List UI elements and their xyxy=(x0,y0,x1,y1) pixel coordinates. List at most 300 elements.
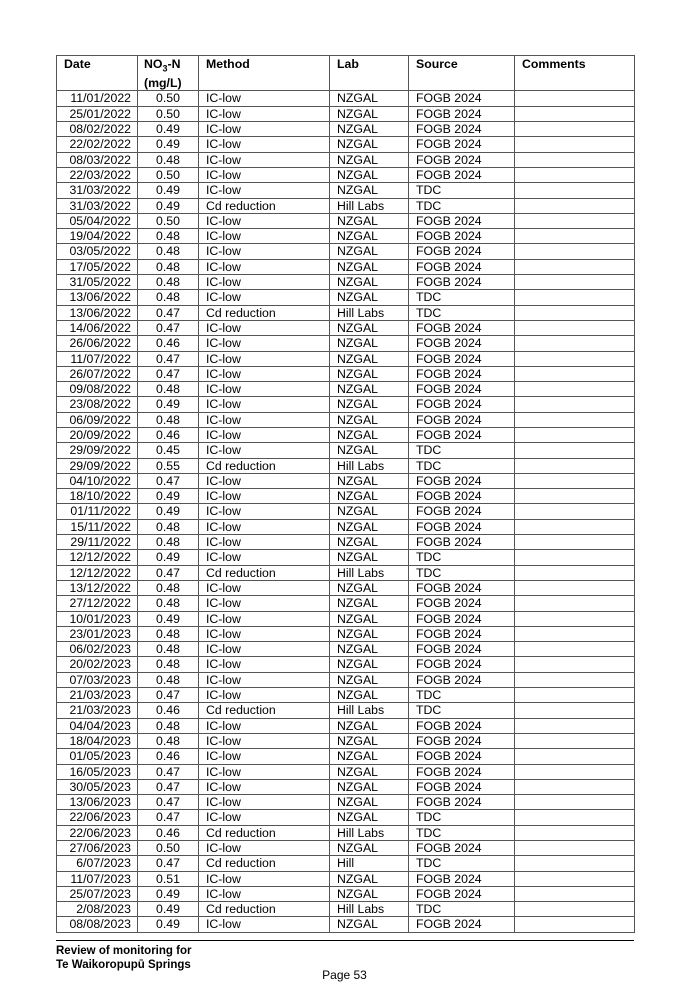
cell-method: IC-low xyxy=(199,642,330,657)
cell-no3n-value: 0.49 xyxy=(138,198,199,213)
cell-source: FOGB 2024 xyxy=(409,841,515,856)
table-row xyxy=(57,841,635,856)
cell-date: 08/08/2023 xyxy=(57,917,138,932)
cell-method: IC-low xyxy=(199,122,330,137)
cell-source: FOGB 2024 xyxy=(409,657,515,672)
cell-date: 09/08/2022 xyxy=(57,382,138,397)
cell-source: TDC xyxy=(409,825,515,840)
table-row xyxy=(57,856,635,871)
cell-comments xyxy=(515,626,635,641)
cell-method: IC-low xyxy=(199,504,330,519)
table-row xyxy=(57,305,635,320)
cell-source: FOGB 2024 xyxy=(409,167,515,182)
table-row xyxy=(57,122,635,137)
cell-comments xyxy=(515,779,635,794)
cell-date: 11/01/2022 xyxy=(57,91,138,106)
cell-no3n-value: 0.50 xyxy=(138,91,199,106)
table-row xyxy=(57,580,635,595)
cell-lab: NZGAL xyxy=(330,290,409,305)
cell-method: IC-low xyxy=(199,167,330,182)
cell-method: IC-low xyxy=(199,580,330,595)
cell-source: TDC xyxy=(409,305,515,320)
cell-lab: NZGAL xyxy=(330,580,409,595)
cell-no3n-value: 0.46 xyxy=(138,336,199,351)
cell-source: FOGB 2024 xyxy=(409,229,515,244)
cell-comments xyxy=(515,657,635,672)
cell-no3n-value: 0.49 xyxy=(138,550,199,565)
cell-lab: NZGAL xyxy=(330,749,409,764)
cell-comments xyxy=(515,886,635,901)
cell-no3n-value: 0.47 xyxy=(138,856,199,871)
cell-comments xyxy=(515,841,635,856)
cell-lab: NZGAL xyxy=(330,366,409,381)
cell-lab: NZGAL xyxy=(330,596,409,611)
cell-method: IC-low xyxy=(199,718,330,733)
cell-comments xyxy=(515,749,635,764)
cell-no3n-value: 0.55 xyxy=(138,458,199,473)
header-no3n xyxy=(138,56,199,91)
cell-lab: NZGAL xyxy=(330,351,409,366)
cell-method: IC-low xyxy=(199,183,330,198)
cell-no3n-value: 0.47 xyxy=(138,795,199,810)
cell-method: IC-low xyxy=(199,290,330,305)
cell-no3n-value: 0.48 xyxy=(138,382,199,397)
cell-no3n-value: 0.49 xyxy=(138,397,199,412)
table-row xyxy=(57,642,635,657)
cell-source: TDC xyxy=(409,198,515,213)
cell-source: FOGB 2024 xyxy=(409,427,515,442)
cell-method: IC-low xyxy=(199,259,330,274)
cell-source: FOGB 2024 xyxy=(409,871,515,886)
cell-source: FOGB 2024 xyxy=(409,626,515,641)
cell-source: FOGB 2024 xyxy=(409,504,515,519)
cell-lab: NZGAL xyxy=(330,106,409,121)
table-row xyxy=(57,871,635,886)
cell-date: 04/04/2023 xyxy=(57,718,138,733)
cell-date: 08/02/2022 xyxy=(57,122,138,137)
cell-no3n-value: 0.49 xyxy=(138,183,199,198)
cell-lab: NZGAL xyxy=(330,122,409,137)
cell-lab: Hill Labs xyxy=(330,305,409,320)
cell-no3n-value: 0.46 xyxy=(138,703,199,718)
cell-method: Cd reduction xyxy=(199,703,330,718)
table-row xyxy=(57,825,635,840)
cell-comments xyxy=(515,917,635,932)
cell-date: 22/06/2023 xyxy=(57,810,138,825)
cell-date: 21/03/2023 xyxy=(57,688,138,703)
cell-method: IC-low xyxy=(199,764,330,779)
cell-comments xyxy=(515,473,635,488)
cell-date: 08/03/2022 xyxy=(57,152,138,167)
cell-date: 19/04/2022 xyxy=(57,229,138,244)
cell-lab: NZGAL xyxy=(330,672,409,687)
cell-lab: NZGAL xyxy=(330,718,409,733)
cell-lab: Hill Labs xyxy=(330,703,409,718)
cell-no3n-value: 0.48 xyxy=(138,412,199,427)
cell-date: 17/05/2022 xyxy=(57,259,138,274)
cell-method: IC-low xyxy=(199,489,330,504)
cell-comments xyxy=(515,535,635,550)
table-row xyxy=(57,688,635,703)
cell-comments xyxy=(515,795,635,810)
table-row xyxy=(57,213,635,228)
cell-comments xyxy=(515,412,635,427)
cell-date: 03/05/2022 xyxy=(57,244,138,259)
cell-no3n-value: 0.48 xyxy=(138,152,199,167)
cell-no3n-value: 0.48 xyxy=(138,275,199,290)
cell-no3n-value: 0.48 xyxy=(138,596,199,611)
cell-method: IC-low xyxy=(199,412,330,427)
cell-comments xyxy=(515,642,635,657)
cell-method: IC-low xyxy=(199,275,330,290)
cell-source: TDC xyxy=(409,290,515,305)
cell-date: 22/06/2023 xyxy=(57,825,138,840)
cell-lab: NZGAL xyxy=(330,626,409,641)
table-row xyxy=(57,412,635,427)
cell-comments xyxy=(515,122,635,137)
cell-lab: NZGAL xyxy=(330,917,409,932)
cell-no3n-value: 0.48 xyxy=(138,244,199,259)
cell-no3n-value: 0.48 xyxy=(138,657,199,672)
cell-method: IC-low xyxy=(199,749,330,764)
cell-date: 29/11/2022 xyxy=(57,535,138,550)
cell-comments xyxy=(515,519,635,534)
cell-lab: Hill Labs xyxy=(330,825,409,840)
table-row xyxy=(57,382,635,397)
cell-no3n-value: 0.47 xyxy=(138,366,199,381)
table-row xyxy=(57,366,635,381)
cell-comments xyxy=(515,550,635,565)
table-row xyxy=(57,779,635,794)
cell-date: 27/06/2023 xyxy=(57,841,138,856)
cell-date: 13/06/2023 xyxy=(57,795,138,810)
cell-no3n-value: 0.46 xyxy=(138,749,199,764)
cell-method: IC-low xyxy=(199,917,330,932)
cell-date: 2/08/2023 xyxy=(57,902,138,917)
cell-method: IC-low xyxy=(199,841,330,856)
cell-date: 06/02/2023 xyxy=(57,642,138,657)
cell-no3n-value: 0.49 xyxy=(138,917,199,932)
cell-date: 10/01/2023 xyxy=(57,611,138,626)
cell-no3n-value: 0.47 xyxy=(138,320,199,335)
footer-title-line-2: Te Waikoropupū Springs xyxy=(56,959,191,971)
cell-lab: Hill Labs xyxy=(330,565,409,580)
cell-lab: NZGAL xyxy=(330,611,409,626)
cell-method: Cd reduction xyxy=(199,825,330,840)
cell-method: Cd reduction xyxy=(199,198,330,213)
footer-title-line-1: Review of monitoring for xyxy=(56,945,192,957)
table-row xyxy=(57,397,635,412)
cell-method: IC-low xyxy=(199,244,330,259)
cell-comments xyxy=(515,167,635,182)
cell-date: 23/08/2022 xyxy=(57,397,138,412)
cell-date: 26/06/2022 xyxy=(57,336,138,351)
cell-lab: NZGAL xyxy=(330,427,409,442)
cell-no3n-value: 0.46 xyxy=(138,825,199,840)
cell-source: FOGB 2024 xyxy=(409,489,515,504)
cell-lab: NZGAL xyxy=(330,443,409,458)
cell-comments xyxy=(515,504,635,519)
cell-method: IC-low xyxy=(199,152,330,167)
cell-no3n-value: 0.49 xyxy=(138,902,199,917)
header-comments: Comments xyxy=(515,56,635,91)
cell-method: IC-low xyxy=(199,427,330,442)
table-row xyxy=(57,473,635,488)
cell-date: 20/09/2022 xyxy=(57,427,138,442)
cell-comments xyxy=(515,198,635,213)
cell-source: TDC xyxy=(409,688,515,703)
cell-comments xyxy=(515,443,635,458)
cell-source: FOGB 2024 xyxy=(409,106,515,121)
footer-divider xyxy=(56,940,634,941)
cell-comments xyxy=(515,305,635,320)
cell-comments xyxy=(515,244,635,259)
table-row xyxy=(57,886,635,901)
table-row xyxy=(57,443,635,458)
cell-no3n-value: 0.48 xyxy=(138,580,199,595)
table-row xyxy=(57,504,635,519)
cell-comments xyxy=(515,596,635,611)
cell-method: IC-low xyxy=(199,106,330,121)
cell-no3n-value: 0.47 xyxy=(138,764,199,779)
cell-no3n-value: 0.50 xyxy=(138,841,199,856)
cell-date: 21/03/2023 xyxy=(57,703,138,718)
page-number: Page 53 xyxy=(322,968,367,982)
cell-comments xyxy=(515,336,635,351)
cell-lab: NZGAL xyxy=(330,167,409,182)
cell-method: IC-low xyxy=(199,91,330,106)
table-header xyxy=(57,56,635,91)
cell-lab: NZGAL xyxy=(330,657,409,672)
cell-lab: NZGAL xyxy=(330,412,409,427)
cell-lab: NZGAL xyxy=(330,91,409,106)
cell-method: IC-low xyxy=(199,519,330,534)
cell-lab: NZGAL xyxy=(330,382,409,397)
cell-date: 14/06/2022 xyxy=(57,320,138,335)
cell-no3n-value: 0.47 xyxy=(138,305,199,320)
cell-no3n-value: 0.48 xyxy=(138,290,199,305)
cell-no3n-value: 0.49 xyxy=(138,611,199,626)
table-row xyxy=(57,275,635,290)
cell-date: 01/11/2022 xyxy=(57,504,138,519)
cell-method: IC-low xyxy=(199,443,330,458)
cell-date: 25/07/2023 xyxy=(57,886,138,901)
table-body xyxy=(57,91,635,932)
cell-lab: NZGAL xyxy=(330,810,409,825)
cell-source: FOGB 2024 xyxy=(409,275,515,290)
cell-lab: NZGAL xyxy=(330,535,409,550)
table-row xyxy=(57,764,635,779)
cell-method: IC-low xyxy=(199,779,330,794)
cell-date: 12/12/2022 xyxy=(57,550,138,565)
cell-method: IC-low xyxy=(199,657,330,672)
cell-lab: NZGAL xyxy=(330,137,409,152)
cell-no3n-value: 0.48 xyxy=(138,229,199,244)
cell-comments xyxy=(515,397,635,412)
cell-lab: NZGAL xyxy=(330,275,409,290)
cell-source: FOGB 2024 xyxy=(409,397,515,412)
cell-lab: NZGAL xyxy=(330,688,409,703)
cell-comments xyxy=(515,825,635,840)
cell-source: TDC xyxy=(409,810,515,825)
cell-lab: NZGAL xyxy=(330,320,409,335)
table-row xyxy=(57,596,635,611)
cell-no3n-value: 0.46 xyxy=(138,427,199,442)
cell-date: 04/10/2022 xyxy=(57,473,138,488)
cell-source: TDC xyxy=(409,856,515,871)
cell-date: 01/05/2023 xyxy=(57,749,138,764)
cell-method: IC-low xyxy=(199,810,330,825)
header-source: Source xyxy=(409,56,515,91)
cell-method: IC-low xyxy=(199,320,330,335)
cell-comments xyxy=(515,382,635,397)
cell-source: TDC xyxy=(409,902,515,917)
table-row xyxy=(57,749,635,764)
table-row xyxy=(57,810,635,825)
header-no3-main: NO xyxy=(144,57,163,71)
cell-no3n-value: 0.47 xyxy=(138,565,199,580)
cell-date: 12/12/2022 xyxy=(57,565,138,580)
cell-date: 18/10/2022 xyxy=(57,489,138,504)
cell-source: FOGB 2024 xyxy=(409,795,515,810)
cell-date: 13/06/2022 xyxy=(57,290,138,305)
cell-comments xyxy=(515,611,635,626)
cell-source: FOGB 2024 xyxy=(409,320,515,335)
cell-comments xyxy=(515,290,635,305)
cell-lab: NZGAL xyxy=(330,550,409,565)
cell-lab: NZGAL xyxy=(330,871,409,886)
table-row xyxy=(57,290,635,305)
cell-no3n-value: 0.47 xyxy=(138,351,199,366)
table-row xyxy=(57,229,635,244)
cell-no3n-value: 0.49 xyxy=(138,122,199,137)
cell-comments xyxy=(515,856,635,871)
cell-no3n-value: 0.51 xyxy=(138,871,199,886)
cell-source: FOGB 2024 xyxy=(409,336,515,351)
table-row xyxy=(57,795,635,810)
cell-date: 11/07/2023 xyxy=(57,871,138,886)
table-row xyxy=(57,259,635,274)
cell-lab: NZGAL xyxy=(330,229,409,244)
header-no3-unit: (mg/L) xyxy=(144,75,182,90)
cell-comments xyxy=(515,672,635,687)
table-row xyxy=(57,733,635,748)
cell-date: 15/11/2022 xyxy=(57,519,138,534)
cell-source: FOGB 2024 xyxy=(409,152,515,167)
cell-comments xyxy=(515,106,635,121)
cell-lab: NZGAL xyxy=(330,213,409,228)
table-row xyxy=(57,137,635,152)
cell-source: FOGB 2024 xyxy=(409,259,515,274)
cell-method: IC-low xyxy=(199,397,330,412)
cell-method: IC-low xyxy=(199,535,330,550)
cell-source: FOGB 2024 xyxy=(409,672,515,687)
cell-no3n-value: 0.45 xyxy=(138,443,199,458)
table-row xyxy=(57,152,635,167)
table-row xyxy=(57,198,635,213)
cell-method: IC-low xyxy=(199,733,330,748)
cell-lab: NZGAL xyxy=(330,336,409,351)
cell-method: IC-low xyxy=(199,886,330,901)
cell-lab: NZGAL xyxy=(330,519,409,534)
cell-date: 25/01/2022 xyxy=(57,106,138,121)
header-row xyxy=(57,56,635,91)
cell-no3n-value: 0.48 xyxy=(138,718,199,733)
cell-source: FOGB 2024 xyxy=(409,642,515,657)
cell-lab: Hill xyxy=(330,856,409,871)
table-row xyxy=(57,351,635,366)
cell-comments xyxy=(515,91,635,106)
cell-comments xyxy=(515,259,635,274)
cell-comments xyxy=(515,351,635,366)
cell-no3n-value: 0.50 xyxy=(138,167,199,182)
header-lab: Lab xyxy=(330,56,409,91)
cell-source: FOGB 2024 xyxy=(409,611,515,626)
cell-date: 26/07/2022 xyxy=(57,366,138,381)
cell-date: 22/03/2022 xyxy=(57,167,138,182)
table-row xyxy=(57,183,635,198)
cell-no3n-value: 0.47 xyxy=(138,473,199,488)
cell-lab: Hill Labs xyxy=(330,902,409,917)
cell-source: FOGB 2024 xyxy=(409,596,515,611)
cell-lab: NZGAL xyxy=(330,473,409,488)
cell-no3n-value: 0.47 xyxy=(138,810,199,825)
cell-date: 6/07/2023 xyxy=(57,856,138,871)
cell-comments xyxy=(515,427,635,442)
cell-source: TDC xyxy=(409,443,515,458)
cell-no3n-value: 0.49 xyxy=(138,886,199,901)
cell-lab: NZGAL xyxy=(330,886,409,901)
table-row xyxy=(57,458,635,473)
table-row xyxy=(57,167,635,182)
cell-lab: NZGAL xyxy=(330,779,409,794)
cell-date: 05/04/2022 xyxy=(57,213,138,228)
cell-no3n-value: 0.47 xyxy=(138,779,199,794)
cell-comments xyxy=(515,152,635,167)
cell-date: 29/09/2022 xyxy=(57,443,138,458)
cell-source: FOGB 2024 xyxy=(409,764,515,779)
cell-date: 18/04/2023 xyxy=(57,733,138,748)
cell-no3n-value: 0.48 xyxy=(138,626,199,641)
cell-comments xyxy=(515,871,635,886)
cell-date: 31/05/2022 xyxy=(57,275,138,290)
cell-lab: NZGAL xyxy=(330,259,409,274)
cell-method: IC-low xyxy=(199,795,330,810)
cell-date: 29/09/2022 xyxy=(57,458,138,473)
cell-date: 22/02/2022 xyxy=(57,137,138,152)
table-row xyxy=(57,626,635,641)
table-row xyxy=(57,320,635,335)
cell-lab: NZGAL xyxy=(330,244,409,259)
cell-lab: NZGAL xyxy=(330,795,409,810)
cell-no3n-value: 0.48 xyxy=(138,642,199,657)
cell-date: 13/12/2022 xyxy=(57,580,138,595)
cell-source: TDC xyxy=(409,703,515,718)
cell-lab: NZGAL xyxy=(330,397,409,412)
cell-lab: Hill Labs xyxy=(330,458,409,473)
cell-source: FOGB 2024 xyxy=(409,122,515,137)
cell-source: TDC xyxy=(409,550,515,565)
cell-date: 20/02/2023 xyxy=(57,657,138,672)
cell-source: FOGB 2024 xyxy=(409,351,515,366)
cell-comments xyxy=(515,137,635,152)
cell-method: Cd reduction xyxy=(199,305,330,320)
cell-date: 27/12/2022 xyxy=(57,596,138,611)
header-date: Date xyxy=(57,56,138,91)
cell-comments xyxy=(515,764,635,779)
cell-method: IC-low xyxy=(199,550,330,565)
cell-comments xyxy=(515,366,635,381)
